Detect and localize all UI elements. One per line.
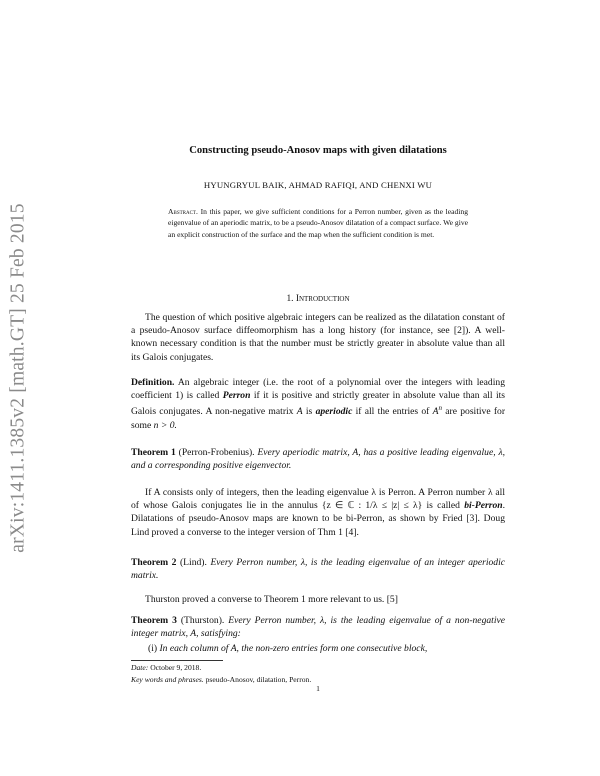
- theorem-3-attribution: (Thurston).: [180, 615, 225, 626]
- abstract: [168, 206, 468, 240]
- theorem-3: [131, 614, 505, 640]
- theorem-2-label: Theorem 2: [131, 557, 177, 568]
- footnote-date-label: Date:: [131, 663, 149, 672]
- item-1-text: In each column of A, the non-zero entries form one consecutive block,: [159, 643, 428, 654]
- theorem-3-text: Every Perron number, λ, is the leading eigenvalue of a non-negative integer matrix, A, satisfying:: [131, 615, 506, 640]
- section-heading-introduction: 1. Introduction: [286, 294, 350, 304]
- theorem-1: [131, 446, 505, 472]
- definition-text-3: is: [305, 406, 313, 418]
- bi-perron-paragraph: [131, 486, 505, 539]
- thurston-paragraph: Thurston proved a converse to Theorem 1 more relevant to us. [5]: [145, 594, 398, 605]
- arxiv-stamp-text: arXiv:1411.1385v2 [math.GT] 25 Feb 2015: [8, 203, 29, 553]
- definition-text-2: if it is positive and strictly greater in absolute value than all its Galois conjugates. A non-negative matrix: [131, 390, 506, 418]
- footnote-date-value: October 9, 2018.: [150, 663, 202, 672]
- footnote-rule: [131, 660, 223, 661]
- definition-text-6: n > 0.: [153, 419, 177, 431]
- definition-power-base: A: [432, 406, 439, 418]
- theorem-3-item-1: [131, 642, 505, 655]
- footnote-date: [131, 663, 505, 673]
- abstract-text: In this paper, we give sufficient conditions for a Perron number, given as the leading eigenvalue of an aperiodic matrix, to be a pseudo-Anosov dilatation of a compact surface. We give an explicit construction of the surface and the map when the sufficient condition is met.: [168, 207, 468, 239]
- footnote-keywords-value: pseudo-Anosov, dilatation, Perron.: [205, 675, 312, 684]
- paper-authors: HYUNGRYUL BAIK, AHMAD RAFIQI, AND CHENXI WU: [203, 180, 433, 190]
- definition-power-exponent: n: [438, 404, 442, 413]
- theorem-2: [131, 556, 505, 582]
- bi-perron-fraction: 1/λ: [365, 500, 378, 512]
- definition-term-aperiodic: aperiodic: [315, 406, 353, 418]
- theorem-1-label: Theorem 1: [131, 447, 176, 458]
- definition-var-a: A: [296, 406, 303, 418]
- bi-perron-text-2: ≤ |z| ≤ λ} is called: [381, 500, 460, 512]
- page-number: 1: [316, 684, 320, 693]
- footnote-keywords-label: Key words and phrases.: [131, 675, 204, 684]
- item-1-marker: (i): [148, 643, 158, 654]
- arxiv-stamp: [2, 182, 36, 574]
- paper-title: Constructing pseudo-Anosov maps with given dilatations: [189, 145, 447, 156]
- bi-perron-text-1: If A consists only of integers, then the leading eigenvalue λ is Perron. A Perron number λ all of whose Galois conjugates lie in the annulus {z ∈ ℂ :: [131, 487, 505, 512]
- theorem-1-attribution: (Perron-Frobenius).: [178, 447, 255, 458]
- theorem-2-text: Every Perron number, λ, is the leading eigenvalue of an integer aperiodic matrix.: [131, 557, 506, 582]
- theorem-2-attribution: (Lind).: [179, 557, 207, 568]
- definition-term-perron: Perron: [222, 390, 251, 402]
- bi-perron-text-3: . Dilatations of pseudo-Anosov maps are known to be bi-Perron, as shown by Fried [3]. Doug Lind proved a converse to the integer version of Thm 1 [4].: [131, 500, 505, 538]
- definition-text-4: if all the entries of: [355, 406, 430, 418]
- theorem-1-text: Every aperiodic matrix, A, has a positive leading eigenvalue, λ, and a corresponding positive eigenvector.: [131, 447, 506, 472]
- definition-text-5: are positive for some: [131, 406, 506, 431]
- definition-text-1: An algebraic integer (i.e. the root of a polynomial over the integers with leading coefficient 1) is called: [131, 377, 505, 402]
- theorem-3-label: Theorem 3: [131, 615, 177, 626]
- definition-block: [131, 376, 505, 432]
- bi-perron-term: bi-Perron: [464, 500, 503, 512]
- definition-label: Definition.: [131, 377, 175, 388]
- intro-paragraph: The question of which positive algebraic integers can be realized as the dilatation constant of a pseudo-Anosov surface diffeomorphism has a long history (for instance, see [2]). A well-known necessary condition is that the number must be strictly greater in absolute value than all its Galois conjugates.: [131, 312, 505, 363]
- abstract-label: Abstract.: [168, 207, 198, 216]
